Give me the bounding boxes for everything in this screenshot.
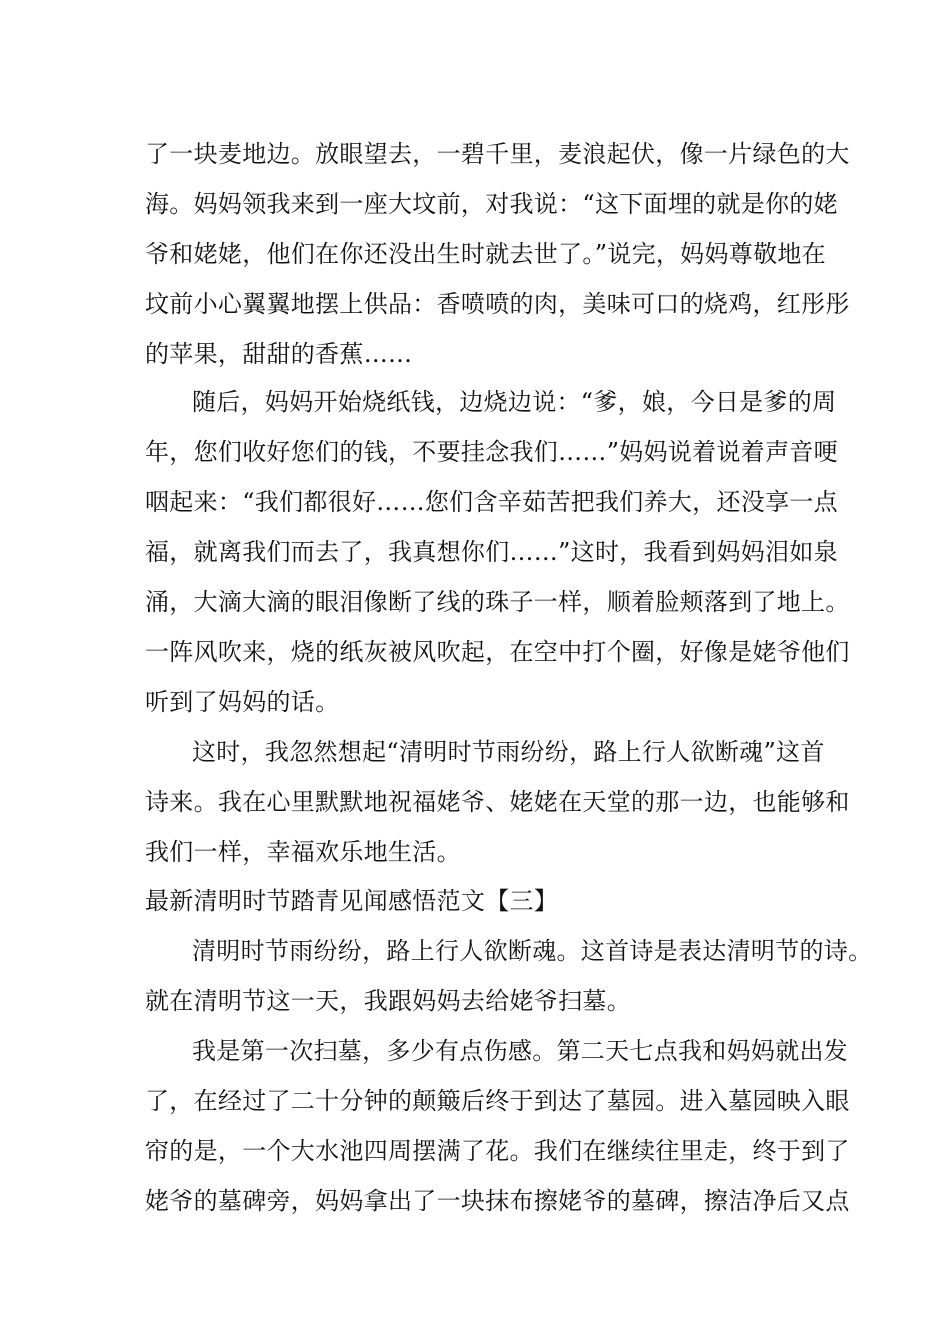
paragraph-5-line: 了，在经过了二十分钟的颠簸后终于到达了墓园。进入墓园映入眼 — [145, 1087, 850, 1115]
paragraph-3-line: 诗来。我在心里默默地祝福姥爷、姥姥在天堂的那一边，也能够和 — [145, 788, 850, 816]
paragraph-1-line: 了一块麦地边。放眼望去，一碧千里，麦浪起伏，像一片绿色的大 — [145, 140, 850, 168]
paragraph-5-line: 帘的是，一个大水池四周摆满了花。我们在继续往里走，终于到了 — [145, 1137, 850, 1165]
paragraph-1-line: 坟前小心翼翼地摆上供品：香喷喷的肉，美味可口的烧鸡，红彤彤 — [145, 290, 850, 318]
paragraph-4-line: 就在清明节这一天，我跟妈妈去给姥爷扫墓。 — [145, 987, 631, 1015]
paragraph-5-line: 姥爷的墓碑旁，妈妈拿出了一块抹布擦姥爷的墓碑，擦洁净后又点 — [145, 1187, 850, 1215]
paragraph-2-line: 随后，妈妈开始烧纸钱，边烧边说：“爹，娘，今日是爹的周 — [192, 388, 837, 416]
paragraph-3-line: 我们一样，幸福欢乐地生活。 — [145, 838, 461, 866]
paragraph-1-line: 的苹果，甜甜的香蕉…… — [145, 340, 413, 368]
paragraph-2-line: 年，您们收好您们的钱，不要挂念我们……”妈妈说着说着声音哽 — [145, 438, 838, 466]
paragraph-2-line: 一阵风吹来，烧的纸灰被风吹起，在空中打个圈，好像是姥爷他们 — [145, 638, 850, 666]
paragraph-1-line: 海。妈妈领我来到一座大坟前，对我说：“这下面埋的就是你的姥 — [145, 190, 838, 218]
paragraph-2-line: 听到了妈妈的话。 — [145, 688, 340, 716]
paragraph-2-line: 咽起来：“我们都很好……您们含辛茹苦把我们养大，还没享一点 — [145, 488, 838, 516]
section-heading: 最新清明时节踏青见闻感悟范文【三】 — [145, 887, 559, 915]
paragraph-2-line: 涌，大滴大滴的眼泪像断了线的珠子一样，顺着脸颊落到了地上。 — [145, 588, 850, 616]
paragraph-3-line: 这时，我忽然想起“清明时节雨纷纷，路上行人欲断魂”这首 — [192, 738, 825, 766]
paragraph-2-line: 福，就离我们而去了，我真想你们……”这时，我看到妈妈泪如泉 — [145, 538, 838, 566]
paragraph-1-line: 爷和姥姥，他们在你还没出生时就去世了。”说完，妈妈尊敬地在 — [145, 240, 826, 268]
paragraph-5-line: 我是第一次扫墓，多少有点伤感。第二天七点我和妈妈就出发 — [192, 1037, 849, 1065]
paragraph-4-line: 清明时节雨纷纷，路上行人欲断魂。这首诗是表达清明节的诗。 — [192, 937, 873, 965]
